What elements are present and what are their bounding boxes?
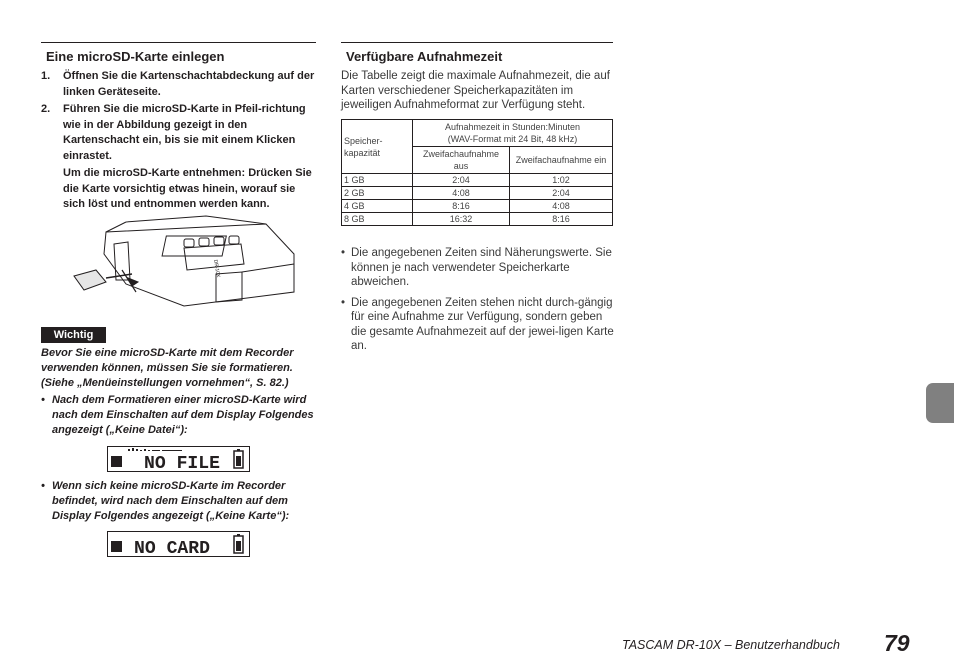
bullet-dot: • (41, 480, 45, 492)
card-insertion-illustration (66, 214, 296, 314)
cell-dual-on: 1:02 (510, 174, 613, 187)
step-2 (41, 102, 316, 164)
table-header-row (342, 120, 613, 147)
header-dual-on: Zweifachaufnahme ein (510, 147, 613, 174)
intro-paragraph: Die Tabelle zeigt die maximale Aufnahmezeit, die auf Karten verschiedener Speicherkapazitäten im jeweiligen Aufnahmeformat zur Verfügung steht. (341, 70, 610, 111)
section-heading-insert-card: Eine microSD-Karte einlegen (46, 49, 225, 64)
cell-dual-off: 2:04 (413, 174, 510, 187)
header-dual-off: Zweifachaufnahme aus (413, 147, 510, 174)
table-row (342, 200, 613, 213)
cell-dual-off: 8:16 (413, 200, 510, 213)
page-number: 79 (884, 630, 910, 656)
bullet-dot: • (341, 296, 346, 309)
device-model-label: DR-10X (212, 259, 222, 278)
table-row (342, 174, 613, 187)
bullet-text: Wenn sich keine microSD-Karte im Recorder befindet, wird nach dem Einschalten auf dem Display Folgendes angezeigt („Keine Karte“): (52, 480, 290, 522)
note-item (341, 296, 616, 354)
cell-dual-on: 2:04 (510, 187, 613, 200)
cell-dual-off: 4:08 (413, 187, 510, 200)
cell-capacity: 4 GB (342, 200, 413, 213)
cell-capacity: 8 GB (342, 213, 413, 226)
cell-capacity: 2 GB (342, 187, 413, 200)
step-number: 1. (41, 70, 51, 82)
lcd-message: NO CARD (134, 539, 211, 556)
recording-time-table (341, 119, 613, 226)
note-text: Die angegebenen Zeiten sind Näherungswerte. Sie können je nach verwendeter Speicherkarte abweichen. (351, 247, 612, 288)
table-row (342, 187, 613, 200)
lcd-message: NO FILE (144, 454, 221, 471)
bullet-no-file (41, 393, 316, 438)
chapter-tab (926, 383, 954, 423)
note-text: Die angegebenen Zeiten stehen nicht durch-gängig für eine Aufnahme zur Verfügung, sondern geben die gesamte Aufnahmezeit auf der jewei-ligen Karte an. (351, 296, 614, 352)
section-heading-recording-time: Verfügbare Aufnahmezeit (346, 49, 503, 64)
important-text: Bevor Sie eine microSD-Karte mit dem Recorder verwenden können, müssen Sie sie formatieren. (Siehe „Menüeinstellungen vornehmen“, S. 82.) (41, 347, 294, 389)
step-1 (41, 69, 316, 100)
important-label: Wichtig (41, 327, 106, 343)
bullet-text: Nach dem Formatieren einer microSD-Karte wird nach dem Einschalten auf dem Display Folgendes angezeigt („Keine Datei“): (52, 394, 314, 436)
lcd-no-card-display (107, 531, 250, 557)
note-item (341, 246, 616, 290)
step-2-removal-note: Um die microSD-Karte entnehmen: Drücken Sie die Karte vorsichtig etwas hinein, worauf sie sich löst und entnommen werden kann. (63, 167, 312, 210)
header-capacity: Speicher-kapazität (342, 120, 413, 174)
cell-dual-on: 4:08 (510, 200, 613, 213)
bullet-dot: • (41, 394, 45, 406)
step-text: Öffnen Sie die Kartenschachtabdeckung auf der linken Geräteseite. (63, 70, 315, 98)
bullet-dot: • (341, 247, 346, 259)
right-column-rule (341, 42, 613, 43)
step-number: 2. (41, 103, 51, 115)
notes-list (341, 246, 616, 360)
steps-list (41, 69, 316, 213)
lcd-no-file-graphic (108, 447, 249, 471)
cell-dual-on: 8:16 (510, 213, 613, 226)
header-line-1: Aufnahmezeit in Stunden:Minuten (444, 122, 581, 132)
bullet-no-card (41, 479, 316, 524)
header-line-2: (WAV-Format mit 24 Bit, 48 kHz) (447, 134, 578, 144)
cell-dual-off: 16:32 (413, 213, 510, 226)
lcd-no-card-graphic (108, 532, 249, 556)
lcd-no-file-display (107, 446, 250, 472)
table-row (342, 213, 613, 226)
left-column-rule (41, 42, 316, 43)
step-text: Führen Sie die microSD-Karte in Pfeil-richtung wie in der Abbildung gezeigt in den Kartenschacht ein, bis sie mit einem Klicken einrastet. (63, 103, 306, 162)
footer-title: TASCAM DR-10X – Benutzerhandbuch (622, 638, 840, 652)
cell-capacity: 1 GB (342, 174, 413, 187)
header-recording-time (413, 120, 613, 147)
